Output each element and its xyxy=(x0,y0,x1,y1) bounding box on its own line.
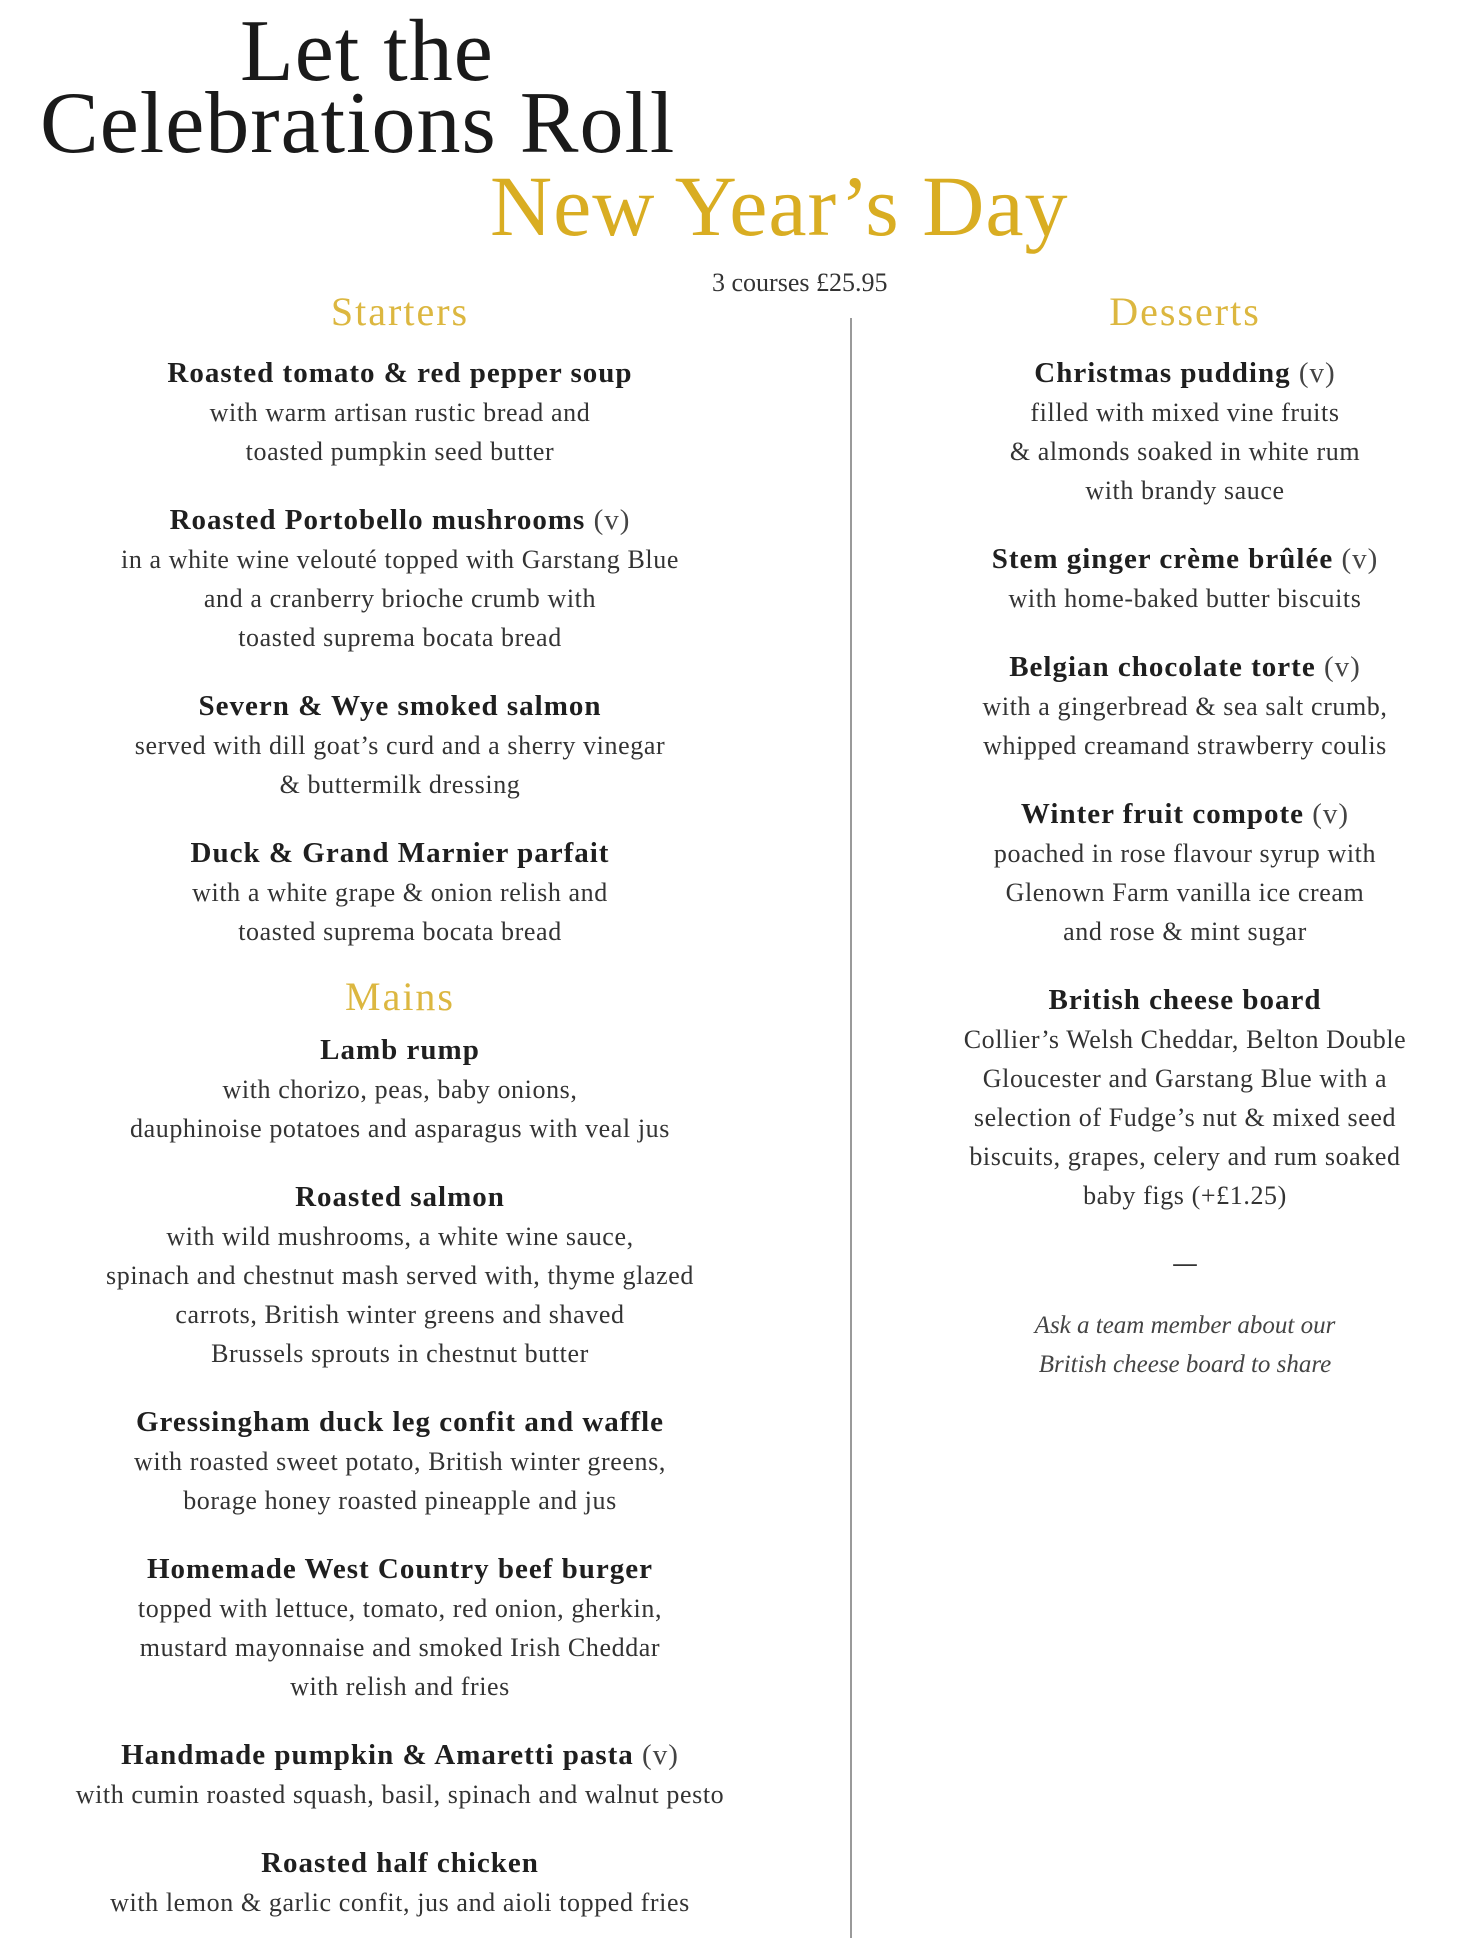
menu-item-description: in a white wine velouté topped with Garstang Blue xyxy=(121,545,679,574)
menu-item-description: poached in rose flavour syrup with xyxy=(993,839,1377,868)
menu-item-description: with a gingerbread & sea salt crumb, xyxy=(982,692,1388,721)
menu-item xyxy=(0,687,800,804)
menu-item xyxy=(900,981,1470,1215)
menu-item-description: with brandy sauce xyxy=(1085,476,1285,505)
menu-item-name xyxy=(0,1178,800,1217)
dish-name: Duck & Grand Marnier parfait xyxy=(190,837,610,869)
menu-item-description: & almonds soaked in white rum xyxy=(1009,437,1361,466)
menu-item xyxy=(0,1844,800,1922)
dish-name: Winter fruit compote xyxy=(1020,798,1305,830)
menu-item-name xyxy=(0,1031,800,1070)
menu-item-description: Collier’s Welsh Cheddar, Belton Double xyxy=(963,1025,1407,1054)
menu-item-description: & buttermilk dressing xyxy=(279,770,521,799)
vegetarian-tag: (v) xyxy=(1312,798,1350,830)
dish-name: Gressingham duck leg confit and waffle xyxy=(135,1406,665,1438)
starters-list xyxy=(0,354,800,951)
menu-item-description: toasted pumpkin seed butter xyxy=(245,437,555,466)
note-line: British cheese board to share xyxy=(1038,1351,1332,1378)
menu-item xyxy=(0,834,800,951)
menu-item-name xyxy=(0,354,800,393)
menu-item-description: with warm artisan rustic bread and xyxy=(209,398,591,427)
mains-heading: Mains xyxy=(345,974,455,1019)
menu-item-description: toasted suprema bocata bread xyxy=(238,623,562,652)
menu-item xyxy=(0,1178,800,1373)
menu-item-description: Brussels sprouts in chestnut butter xyxy=(211,1339,589,1368)
menu-item-name xyxy=(0,687,800,726)
menu-item-description: biscuits, grapes, celery and rum soaked xyxy=(969,1142,1401,1171)
menu-item-name xyxy=(900,648,1470,687)
dish-name: Handmade pumpkin & Amaretti pasta xyxy=(121,1739,634,1771)
menu-item-name xyxy=(900,354,1470,393)
cheese-board-note xyxy=(900,1306,1470,1384)
menu-item xyxy=(0,1550,800,1706)
menu-item-description: with lemon & garlic confit, jus and aioli topped fries xyxy=(110,1888,690,1917)
dish-name: Roasted Portobello mushrooms xyxy=(169,504,586,536)
menu-item-description: with wild mushrooms, a white wine sauce, xyxy=(166,1222,634,1251)
menu-item-name xyxy=(0,1736,800,1775)
menu-item-description: with cumin roasted squash, basil, spinach and walnut pesto xyxy=(75,1780,725,1809)
dish-name: Homemade West Country beef burger xyxy=(146,1553,654,1585)
menu-item xyxy=(900,354,1470,510)
menu-item-name xyxy=(0,1844,800,1883)
starters-heading: Starters xyxy=(330,289,470,334)
menu-item-description: whipped creamand strawberry coulis xyxy=(983,731,1387,760)
menu-item-description: and rose & mint sugar xyxy=(1063,917,1307,946)
menu-item xyxy=(0,1031,800,1148)
menu-item-description: with chorizo, peas, baby onions, xyxy=(222,1075,578,1104)
vegetarian-tag: (v) xyxy=(593,504,631,536)
separator-dash: — xyxy=(1172,1249,1198,1279)
menu-item-description: with a white grape & onion relish and xyxy=(192,878,608,907)
menu-item xyxy=(0,501,800,657)
menu-item-description: with relish and fries xyxy=(290,1672,510,1701)
dish-name: Stem ginger crème brûlée xyxy=(991,543,1334,575)
menu-item-description: dauphinoise potatoes and asparagus with veal jus xyxy=(129,1114,670,1143)
menu-item-description: selection of Fudge’s nut & mixed seed xyxy=(973,1103,1397,1132)
title-line-1: Let the xyxy=(240,3,494,100)
menu-item-name xyxy=(900,540,1470,579)
title-line-2: Celebrations Roll xyxy=(40,75,676,172)
menu-item-description: with home-baked butter biscuits xyxy=(1008,584,1362,613)
desserts-list xyxy=(900,354,1470,1215)
right-column xyxy=(900,289,1470,1384)
menu-item xyxy=(900,540,1470,618)
left-column xyxy=(0,289,800,1952)
vegetarian-tag: (v) xyxy=(1298,357,1336,389)
vegetarian-tag: (v) xyxy=(1341,543,1379,575)
menu-item-description: mustard mayonnaise and smoked Irish Cheddar xyxy=(139,1633,661,1662)
menu-item-description: and a cranberry brioche crumb with xyxy=(203,584,597,613)
menu-item-description: baby figs (+£1.25) xyxy=(1083,1181,1287,1210)
dish-name: Roasted half chicken xyxy=(261,1847,539,1879)
vegetarian-tag: (v) xyxy=(642,1739,679,1771)
menu-item-name xyxy=(0,1550,800,1589)
dish-name: Belgian chocolate torte xyxy=(1009,651,1316,683)
menu-item xyxy=(0,1736,800,1814)
dish-name: Christmas pudding xyxy=(1034,357,1291,389)
desserts-heading: Desserts xyxy=(1109,289,1261,334)
vegetarian-tag: (v) xyxy=(1323,651,1361,683)
menu-item-description: served with dill goat’s curd and a sherry vinegar xyxy=(134,731,666,760)
menu-item-description: Glenown Farm vanilla ice cream xyxy=(1005,878,1365,907)
menu-item-description: Gloucester and Garstang Blue with a xyxy=(982,1064,1388,1093)
menu-item-name xyxy=(900,981,1470,1020)
menu-item-description: carrots, British winter greens and shaved xyxy=(175,1300,625,1329)
menu-item-name xyxy=(0,1403,800,1442)
menu-item-description: borage honey roasted pineapple and jus xyxy=(183,1486,617,1515)
dish-name: Severn & Wye smoked salmon xyxy=(198,690,602,722)
menu-item xyxy=(900,795,1470,951)
menu-item-description: filled with mixed vine fruits xyxy=(1030,398,1340,427)
price-label: 3 courses £25.95 xyxy=(712,268,888,297)
dish-name: Roasted tomato & red pepper soup xyxy=(167,357,633,389)
menu-item-description: toasted suprema bocata bread xyxy=(238,917,562,946)
menu-item-description: with roasted sweet potato, British winter greens, xyxy=(134,1447,666,1476)
menu-subtitle: New Year’s Day xyxy=(490,158,1069,254)
mains-list xyxy=(0,1031,800,1922)
column-divider xyxy=(850,318,852,1938)
menu-item xyxy=(0,1403,800,1520)
menu-item-description: spinach and chestnut mash served with, thyme glazed xyxy=(106,1261,694,1290)
menu-item-name xyxy=(0,834,800,873)
note-line: Ask a team member about our xyxy=(1034,1312,1336,1339)
menu-item-name xyxy=(0,501,800,540)
dish-name: Lamb rump xyxy=(320,1034,480,1066)
dish-name: Roasted salmon xyxy=(295,1181,505,1213)
dish-name: British cheese board xyxy=(1048,984,1322,1016)
menu-item xyxy=(0,354,800,471)
menu-item-description: topped with lettuce, tomato, red onion, gherkin, xyxy=(137,1594,663,1623)
menu-item xyxy=(900,648,1470,765)
menu-item-name xyxy=(900,795,1470,834)
